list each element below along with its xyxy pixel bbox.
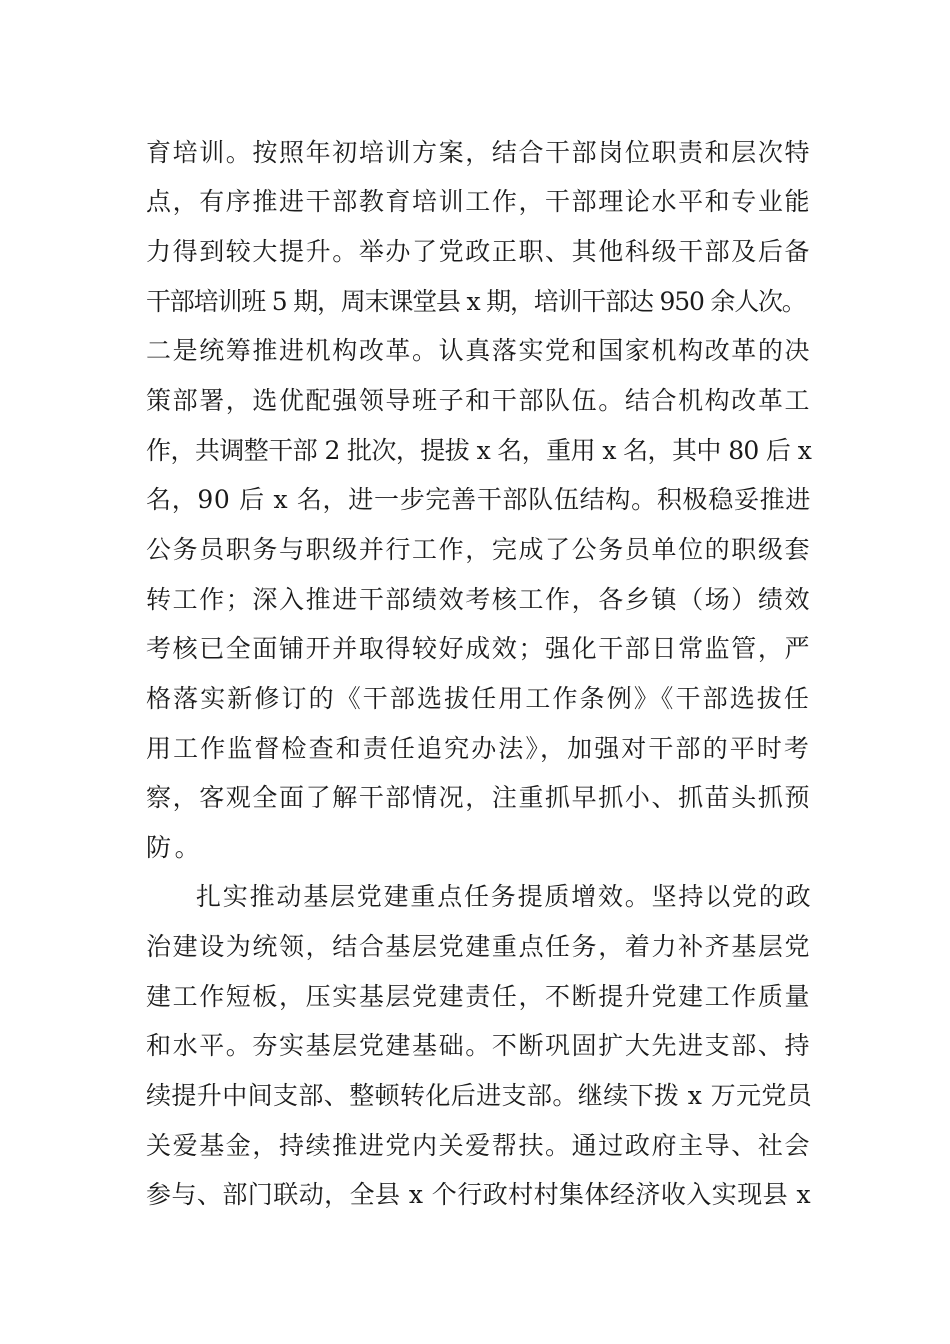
text-line: 策部署，选优配强领导班子和干部队伍。结合机构改革工 — [146, 386, 811, 415]
text-line: 和水平。夯实基层党建基础。不断巩固扩大先进支部、持 — [146, 1031, 811, 1060]
text-line: 参与、部门联动，全县 x 个行政村村集体经济收入实现县 x — [146, 1180, 811, 1209]
text-line: 考核已全面铺开并取得较好成效；强化干部日常监管，严 — [146, 634, 811, 663]
text-line: 二是统筹推进机构改革。认真落实党和国家机构改革的决 — [146, 336, 811, 365]
text-line: 察，客观全面了解干部情况，注重抓早抓小、抓苗头抓预 — [146, 783, 811, 812]
text-line: 治建设为统领，结合基层党建重点任务，着力补齐基层党 — [146, 932, 811, 961]
text-line: 用工作监督检查和责任追究办法》，加强对干部的平时考 — [146, 734, 812, 763]
text-line: 关爱基金，持续推进党内关爱帮扶。通过政府主导、社会 — [146, 1131, 811, 1160]
text-line: 防。 — [146, 833, 204, 862]
text-line: 转工作；深入推进干部绩效考核工作，各乡镇（场）绩效 — [146, 585, 811, 614]
text-line: 作，共调整干部 2 批次，提拔 x 名，重用 x 名，其中 80 后 x — [146, 436, 811, 465]
text-line: 公务员职务与职级并行工作，完成了公务员单位的职级套 — [146, 535, 811, 564]
text-line: 名，90 后 x 名，进一步完善干部队伍结构。积极稳妥推进 — [146, 485, 811, 514]
text-line: 点，有序推进干部教育培训工作，干部理论水平和专业能 — [146, 187, 811, 216]
text-line: 续提升中间支部、整顿转化后进支部。继续下拨 x 万元党员 — [146, 1081, 813, 1110]
text-line: 干部培训班 5 期，周末课堂县 x 期，培训干部达 950 余人次。 — [146, 287, 806, 316]
text-line: 格落实新修订的《干部选拔任用工作条例》《干部选拔任 — [146, 684, 812, 713]
text-line: 育培训。按照年初培训方案，结合干部岗位职责和层次特 — [146, 138, 811, 167]
text-line: 建工作短板，压实基层党建责任，不断提升党建工作质量 — [146, 982, 811, 1011]
text-line: 力得到较大提升。举办了党政正职、其他科级干部及后备 — [146, 237, 811, 266]
paragraph-first-line: 扎实推动基层党建重点任务提质增效。坚持以党的政 — [196, 882, 813, 911]
